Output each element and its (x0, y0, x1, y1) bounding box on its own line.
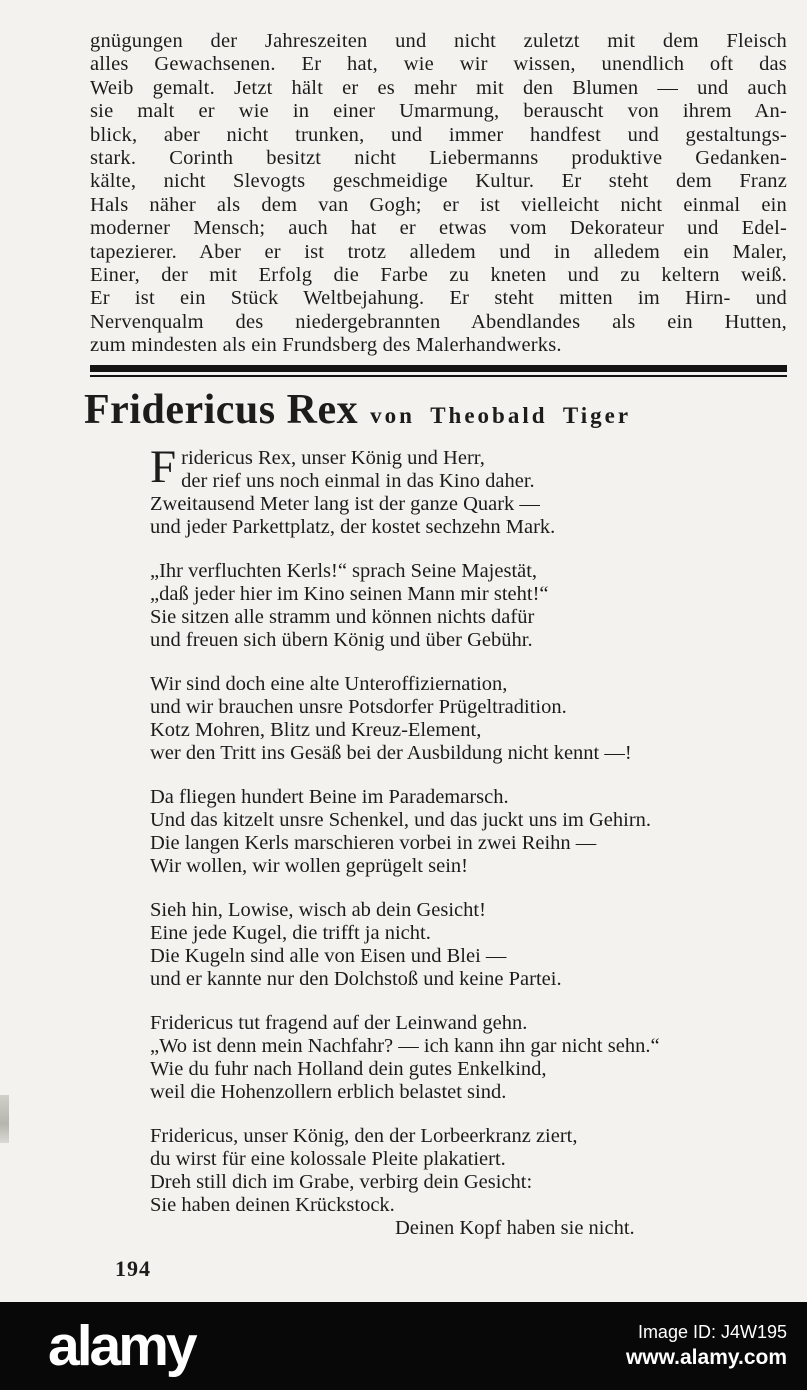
poem-line: Dreh still dich im Grabe, verbirg dein Gesicht: (150, 1170, 533, 1193)
poem-line: weil die Hohenzollern erblich belastet sind. (150, 1080, 507, 1103)
poem-line: Kotz Mohren, Blitz und Kreuz-Element, (150, 718, 482, 741)
poem-stanza (150, 1012, 787, 1104)
poem-stanza (150, 673, 787, 765)
poem-line: wer den Tritt ins Gesäß bei der Ausbildung nicht kennt —! (150, 741, 632, 764)
alamy-url: www.alamy.com (625, 1346, 787, 1370)
poem-line: und freuen sich übern König und über Gebühr. (150, 628, 533, 651)
section-divider (90, 365, 787, 377)
watermark-meta (626, 1321, 787, 1372)
poem-line: du wirst für eine kolossale Pleite plakatiert. (150, 1147, 506, 1170)
poem-line: Wie du fuhr nach Holland dein gutes Enkelkind, (150, 1057, 547, 1080)
poem-line: Zweitausend Meter lang ist der ganze Quark — (150, 492, 540, 515)
article-paragraph (90, 30, 787, 358)
poem-line: und jeder Parkettplatz, der kostet sechzehn Mark. (150, 515, 556, 538)
poem-stanza (150, 560, 787, 652)
article-line: stark. Corinth besitzt nicht Liebermanns produktive Gedanken- (90, 147, 787, 170)
poem-line: „Ihr verfluchten Kerls!“ sprach Seine Majestät, (150, 559, 538, 582)
article-line: kälte, nicht Slevogts geschmeidige Kultur. Er steht dem Franz (90, 170, 787, 193)
poem-stanza (150, 786, 787, 878)
poem-line: Da fliegen hundert Beine im Parademarsch. (150, 785, 509, 808)
poem-line: „daß jeder hier im Kino seinen Mann mir steht!“ (150, 582, 549, 605)
scan-artifact (0, 1095, 9, 1143)
poem-line: ridericus Rex, unser König und Herr, (181, 446, 485, 469)
poem-line: Eine jede Kugel, die trifft ja nicht. (150, 921, 431, 944)
poem-heading (84, 386, 787, 434)
poem-line: Die Kugeln sind alle von Eisen und Blei — (150, 944, 507, 967)
article-line: Nervenqualm des niedergebrannten Abendlandes als ein Hutten, (90, 310, 787, 333)
poem-stanza (150, 1125, 787, 1240)
poem-line: Die langen Kerls marschieren vorbei in zwei Reihn — (150, 831, 597, 854)
poem-line: Fridericus tut fragend auf der Leinwand gehn. (150, 1011, 528, 1034)
poem-line: Sie haben deinen Krückstock. (150, 1193, 395, 1216)
article-line: alles Gewachsenen. Er hat, wie wir wissen, unendlich oft das (90, 53, 787, 76)
article-line: Hals näher als dem van Gogh; er ist vielleicht nicht einmal ein (90, 193, 787, 216)
article-line: moderner Mensch; auch hat er etwas vom Dekorateur und Edel- (90, 217, 787, 240)
poem-stanza (150, 899, 787, 991)
poem-line: Und das kitzelt unsre Schenkel, und das juckt uns im Gehirn. (150, 808, 652, 831)
article-line: Er ist ein Stück Weltbejahung. Er steht mitten im Hirn- und (90, 287, 787, 310)
drop-cap: F (150, 440, 177, 493)
poem-stanza (150, 440, 787, 539)
article-line: blick, aber nicht trunken, und immer handfest und gestaltungs- (90, 123, 787, 146)
poem-line: Deinen Kopf haben sie nicht. (395, 1216, 635, 1239)
poem-line: der rief uns noch einmal in das Kino daher. (181, 469, 535, 492)
poem-line: Fridericus, unser König, den der Lorbeerkranz ziert, (150, 1124, 578, 1147)
poem-line: und wir brauchen unsre Potsdorfer Prügeltradition. (150, 695, 567, 718)
poem-line: Wir wollen, wir wollen geprügelt sein! (150, 854, 468, 877)
page-number: 194 (115, 1255, 151, 1281)
article-line: gnügungen der Jahreszeiten und nicht zuletzt mit dem Fleisch (90, 30, 787, 52)
article-line: zum mindesten als ein Frundsberg des Malerhandwerks. (90, 334, 562, 357)
article-line: sie malt er wie in einer Umarmung, berauscht von ihrem An- (90, 100, 787, 123)
article-line: Einer, der mit Erfolg die Farbe zu kneten und zu keltern weiß. (90, 264, 787, 287)
alamy-logo: alamy (48, 1313, 195, 1378)
page-content (84, 30, 787, 1282)
poem-line: und er kannte nur den Dolchstoß und keine Partei. (150, 967, 562, 990)
poem-line: Sie sitzen alle stramm und können nichts dafür (150, 605, 535, 628)
poem-line: Sieh hin, Lowise, wisch ab dein Gesicht! (150, 898, 486, 921)
article-line: tapezierer. Aber er ist trotz alledem und in alledem ein Maler, (90, 240, 787, 263)
poem-title: Fridericus Rex (84, 386, 359, 433)
watermark-bar (0, 1302, 807, 1390)
article-line: Weib gemalt. Jetzt hält er es mehr mit den Blumen — und auch (90, 76, 787, 99)
image-id: Image ID: J4W195 (637, 1321, 787, 1342)
poem-body (150, 440, 787, 1240)
poem-line: Wir sind doch eine alte Unteroffiziernation, (150, 672, 508, 695)
poem-line: „Wo ist denn mein Nachfahr? — ich kann ihn gar nicht sehn.“ (150, 1034, 660, 1057)
poem-byline: von Theobald Tiger (370, 402, 632, 428)
